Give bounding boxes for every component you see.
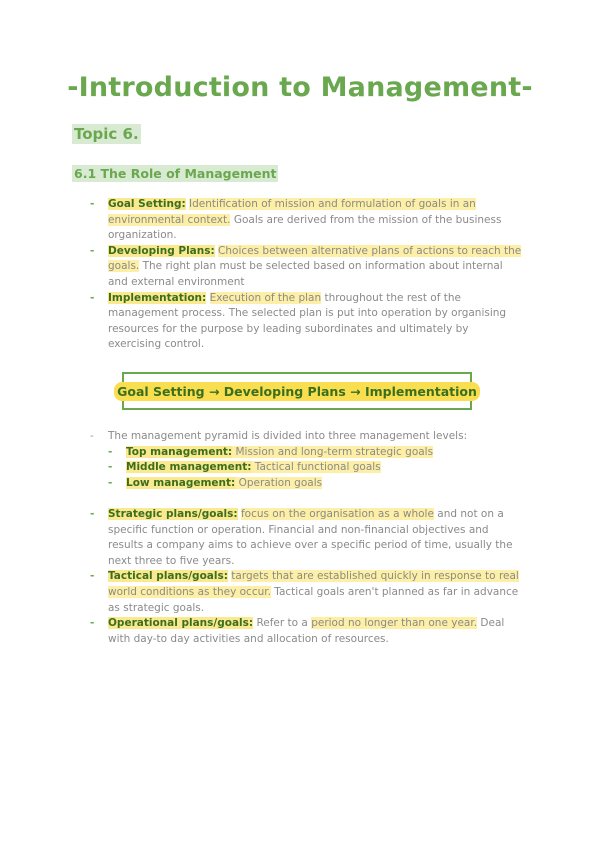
process-flow-text: Goal Setting → Developing Plans → Implementation xyxy=(114,382,480,401)
level-term: Low management: xyxy=(126,476,236,489)
bullet: - xyxy=(90,198,95,210)
pyramid-list xyxy=(90,429,522,491)
item-text: The right plan must be selected based on information about internal and external environment xyxy=(108,260,503,288)
pyramid-intro: The management pyramid is divided into three management levels: xyxy=(108,430,468,442)
item-text: throughout the rest of the management process. The selected plan is put into operation by organising resources for the purpose by leading subordinates and ultimately by exercising control. xyxy=(108,291,507,351)
level-term: Top management: xyxy=(126,445,233,458)
bullet: - xyxy=(90,570,95,583)
list-item xyxy=(90,616,522,647)
item-term: Implementation: xyxy=(108,291,207,304)
bullet: - xyxy=(90,244,95,257)
bullet: - xyxy=(90,430,94,442)
list-item xyxy=(90,429,522,445)
item-text: Refer to a xyxy=(253,617,312,630)
bullet: - xyxy=(108,461,113,474)
list-item xyxy=(90,507,522,569)
item-highlight: targets that are established quickly in response to real world conditions as they occur. xyxy=(108,570,519,598)
item-term: Operational plans/goals: xyxy=(108,617,254,630)
list-item xyxy=(90,197,522,244)
sub-list-item xyxy=(108,460,522,476)
sub-list-item xyxy=(108,476,522,492)
item-text: Tactical goals aren't planned as far in advance as strategic goals. xyxy=(108,585,519,614)
page-title: -Introduction to Management- xyxy=(67,72,533,103)
level-text: Mission and long-term strategic goals xyxy=(232,446,433,458)
bullet: - xyxy=(108,445,113,458)
plans-list xyxy=(90,507,522,647)
item-highlight: Execution of the plan xyxy=(209,291,322,304)
item-text: Deal with day-to day activities and allocation of resources. xyxy=(108,617,505,645)
item-term: Tactical plans/goals: xyxy=(108,570,228,583)
section-heading: 6.1 The Role of Management xyxy=(74,166,277,181)
bullet: - xyxy=(90,617,95,630)
list-item xyxy=(90,569,522,616)
functions-list xyxy=(90,197,522,353)
bullet: - xyxy=(90,508,95,520)
item-term: Goal Setting: xyxy=(108,198,186,210)
process-flow-box xyxy=(117,372,477,410)
sub-list-item xyxy=(108,445,522,461)
item-text: Goals are derived from the mission of the business organization. xyxy=(108,213,502,242)
list-item xyxy=(90,244,522,291)
level-text: Operation goals xyxy=(235,477,322,489)
list-item xyxy=(90,291,522,353)
item-highlight: period no longer than one year. xyxy=(311,617,478,630)
item-highlight: Choices between alternative plans of actions to reach the goals. xyxy=(108,244,522,273)
bullet: - xyxy=(90,291,95,304)
topic-heading: Topic 6. xyxy=(74,125,139,143)
item-term: Developing Plans: xyxy=(108,244,215,257)
level-text: Tactical functional goals xyxy=(251,461,380,473)
level-term: Middle management: xyxy=(126,461,252,474)
item-highlight: focus on the organisation as a whole xyxy=(240,508,434,520)
item-highlight: Identification of mission and formulation of goals in an environmental context. xyxy=(108,198,476,226)
bullet: - xyxy=(108,476,113,489)
item-term: Strategic plans/goals: xyxy=(108,508,238,520)
item-text: and not on a specific function or operation. Financial and non-financial objectives and results a company aims to achieve over a specific period of time, usually the next three to five years. xyxy=(108,508,513,567)
